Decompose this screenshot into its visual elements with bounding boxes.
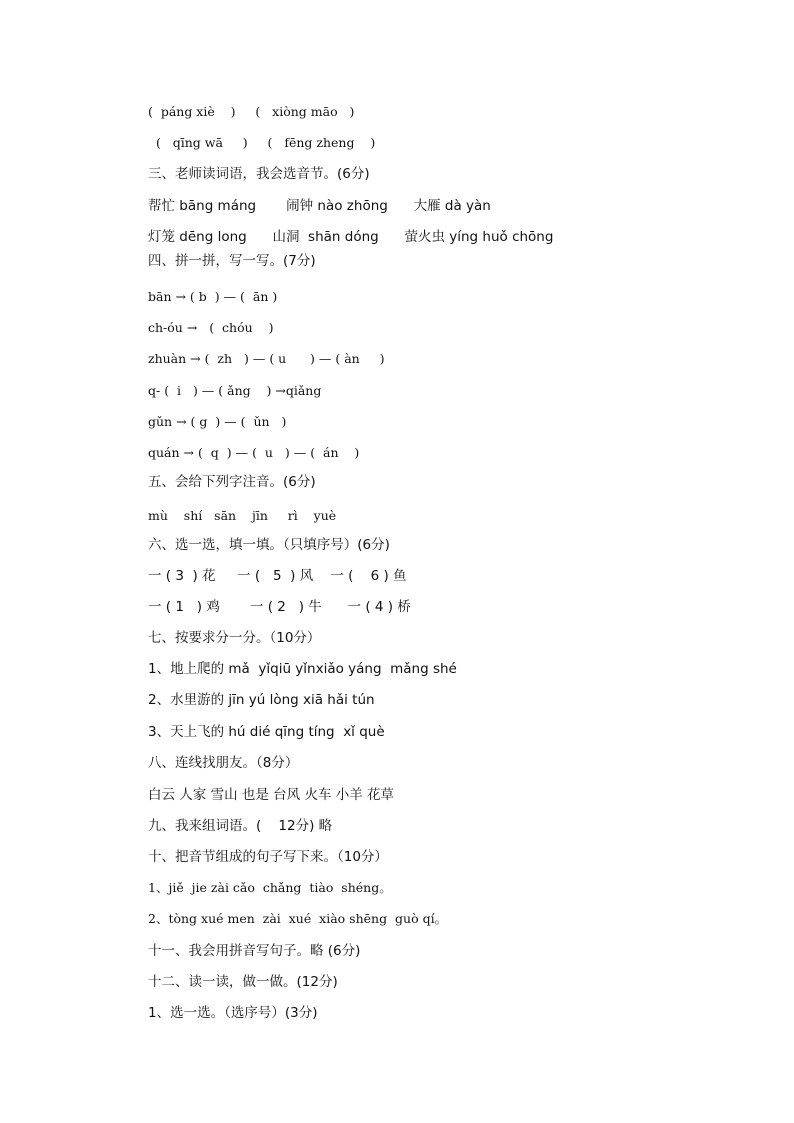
section-9-heading: 九、我来组词语。( 12分) 略 [148, 818, 333, 834]
spelling-row-3: zhuàn → ( zh ) — ( u ) — ( àn ) [148, 351, 385, 366]
section-7-row-2: 2、水里游的 jīn yú lòng xiā hǎi tún [148, 692, 375, 708]
section-5-heading: 五、会给下列字注音。(6分) [148, 474, 316, 490]
section-7-row-1: 1、地上爬的 mǎ yǐqiū yǐnxiǎo yáng mǎng shé [148, 661, 457, 677]
section-10-heading: 十、把音节组成的句子写下来。（10分） [148, 849, 388, 865]
section-8-words: 白云 人家 雪山 也是 台风 火车 小羊 花草 [148, 787, 395, 803]
section-3-row-1: 帮忙 bāng máng 闹钟 nào zhōng 大雁 dà yàn [148, 198, 491, 214]
section-6-heading: 六、选一选，填一填。（只填序号）(6分) [148, 537, 390, 553]
section-12-heading: 十二、读一读，做一做。(12分) [148, 974, 338, 990]
spelling-row-2: ch-óu → ( chóu ) [148, 320, 274, 335]
section-10-row-2: 2、tòng xué men zài xué xiào shēng guò qí。 [148, 911, 448, 926]
section-3-row-2: 灯笼 dēng long 山洞 shān dóng 萤火虫 yíng huǒ chōng [148, 229, 554, 245]
section-11-heading: 十一、我会用拼音写句子。略 (6分) [148, 943, 361, 959]
section-4-heading: 四、拼一拼，写一写。(7分) [148, 253, 316, 269]
section-6-row-1: 一 ( 3 ) 花 一 ( 5 ) 风 一 ( 6 ) 鱼 [148, 568, 407, 584]
section-8-heading: 八、连线找朋友。（8分） [148, 755, 299, 771]
spelling-row-4: q- ( i ) — ( ǎng ) →qiǎng [148, 383, 322, 398]
section-7-heading: 七、按要求分一分。（10分） [148, 630, 321, 646]
spelling-row-6: quán → ( q ) — ( u ) — ( án ) [148, 445, 360, 460]
section-5-pinyin: mù shí sān jīn rì yuè [148, 508, 337, 523]
spelling-row-1: bān → ( b ) — ( ān ) [148, 289, 278, 304]
section-6-row-2: 一 ( 1 ) 鸡 一 ( 2 ) 牛 一 ( 4 ) 桥 [148, 599, 411, 615]
pinyin-blank-row-2: ( qīng wā ) ( fēng zheng ) [148, 135, 376, 150]
section-3-heading: 三、老师读词语，我会选音节。(6分) [148, 166, 370, 182]
spelling-row-5: gǔn → ( g ) — ( ǔn ) [148, 414, 287, 429]
section-12-item-1: 1、选一选。（选序号）(3分) [148, 1005, 318, 1021]
section-7-row-3: 3、天上飞的 hú dié qīng tíng xǐ què [148, 724, 385, 740]
pinyin-blank-row-1: ( páng xiè ) ( xiòng māo ) [148, 104, 355, 119]
section-10-row-1: 1、jiě jie zài cǎo chǎng tiào shéng。 [148, 880, 392, 895]
